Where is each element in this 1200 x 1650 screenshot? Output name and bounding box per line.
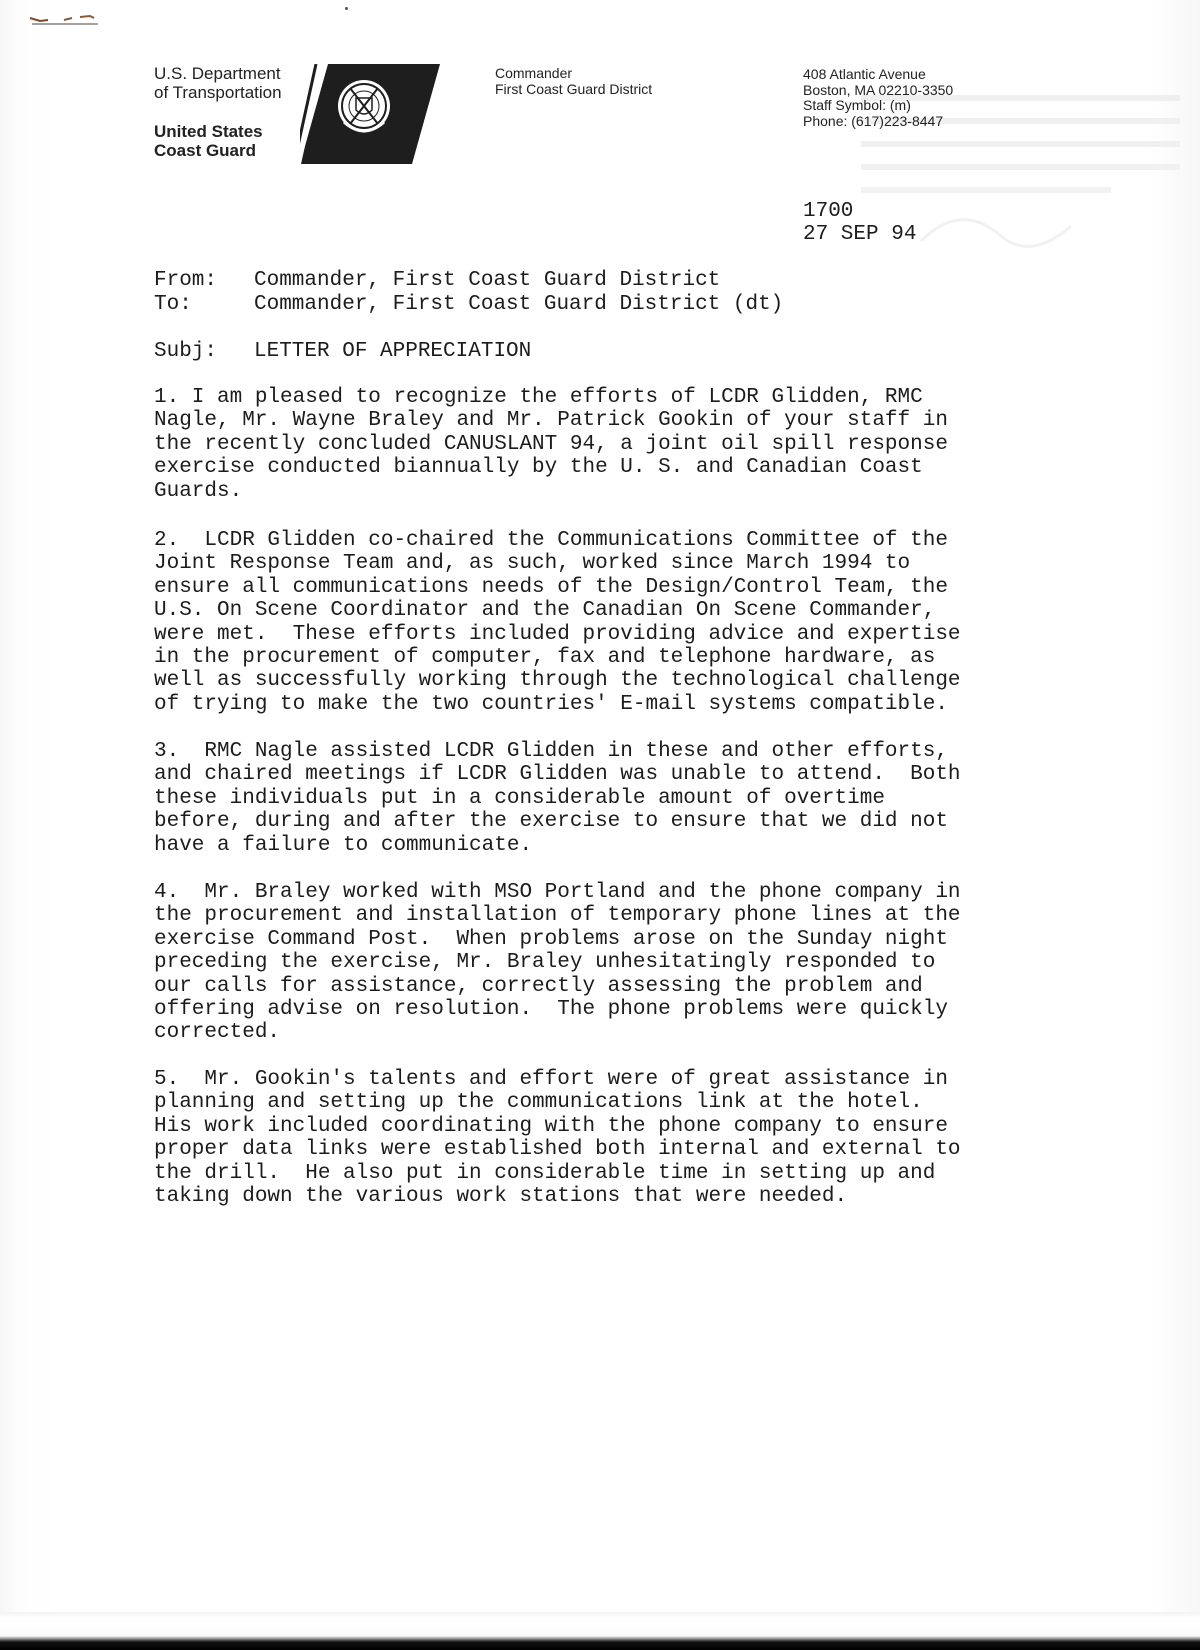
paragraph-line: were met. These efforts included providing advice and expertise [154, 622, 961, 646]
paragraph-line: 4. Mr. Braley worked with MSO Portland and the phone company in [154, 881, 961, 904]
paragraph-5 [154, 1068, 1064, 1208]
agency-line-1: United States [154, 122, 263, 141]
from-label: From: [154, 269, 218, 292]
to-row [154, 293, 783, 317]
paragraph-line: corrected. [154, 1021, 281, 1045]
memo-header [154, 269, 783, 317]
department-line-2: of Transportation [154, 83, 282, 102]
subject-label: Subj: [154, 340, 218, 363]
from-row [154, 269, 783, 293]
paragraph-line: of trying to make the two countries' E-mail systems compatible. [154, 692, 948, 716]
paragraph-line: the procurement and installation of temporary phone lines at the [154, 904, 961, 928]
ssic-code: 1700 [803, 200, 854, 223]
paragraph-2 [154, 529, 1064, 716]
scan-dot [345, 7, 348, 10]
paragraph-line: offering advise on resolution. The phone problems were quickly [154, 998, 948, 1022]
from-value: Commander, First Coast Guard District [254, 269, 721, 292]
subject-line [154, 340, 531, 363]
address-street: 408 Atlantic Avenue [803, 66, 926, 82]
paragraph-line: proper data links were established both internal and external to [154, 1138, 961, 1162]
subject-value: LETTER OF APPRECIATION [254, 340, 532, 363]
paragraph-line: Guards. [154, 479, 243, 503]
paragraph-1 [154, 386, 1064, 503]
address-phone: Phone: (617)223-8447 [803, 112, 944, 129]
issuing-office [495, 65, 652, 97]
paragraph-3 [154, 740, 1064, 857]
address-city: Boston, MA 02210-3350 [803, 81, 954, 98]
paragraph-line: planning and setting up the communications link at the hotel. [154, 1091, 923, 1115]
paragraph-line: before, during and after the exercise to ensure that we did not [154, 810, 948, 834]
paragraph-line: well as successfully working through the technological challenge [154, 669, 961, 693]
office-address [803, 67, 953, 129]
scan-mark [28, 12, 108, 26]
office-line-2: First Coast Guard District [495, 81, 653, 97]
paragraph-line: have a failure to communicate. [154, 833, 533, 857]
paragraph-line: in the procurement of computer, fax and telephone hardware, as [154, 646, 936, 670]
agency-name [154, 122, 263, 160]
agency-line-2: Coast Guard [154, 141, 257, 160]
paragraph-line: and chaired meetings if LCDR Glidden was unable to attend. Both [154, 763, 961, 787]
paragraph-line: Joint Response Team and, as such, worked since March 1994 to [154, 552, 911, 576]
department-line-1: U.S. Department [154, 64, 281, 83]
paragraph-line: ensure all communications needs of the Design/Control Team, the [154, 575, 948, 599]
paragraph-line: the recently concluded CANUSLANT 94, a joint oil spill response [154, 432, 948, 456]
office-line-1: Commander [495, 65, 573, 81]
paragraph-line: exercise Command Post. When problems arose on the Sunday night [154, 927, 948, 951]
paragraph-line: His work included coordinating with the phone company to ensure [154, 1114, 948, 1138]
paragraph-line: 1. I am pleased to recognize the efforts of LCDR Glidden, RMC [154, 386, 923, 409]
paragraph-line: preceding the exercise, Mr. Braley unhesitatingly responded to [154, 951, 936, 975]
scanner-edge [0, 1612, 1200, 1650]
coast-guard-emblem-icon [300, 64, 440, 164]
address-staff-symbol: Staff Symbol: (m) [803, 97, 911, 113]
department-name [154, 64, 282, 102]
paragraph-line: our calls for assistance, correctly assessing the problem and [154, 974, 923, 998]
letter-date: 27 SEP 94 [803, 223, 917, 246]
to-value: Commander, First Coast Guard District (dt) [254, 293, 784, 316]
paragraph-line: taking down the various work stations that were needed. [154, 1185, 848, 1209]
paragraph-line: 3. RMC Nagle assisted LCDR Glidden in these and other efforts, [154, 740, 948, 763]
paragraph-line: Nagle, Mr. Wayne Braley and Mr. Patrick Gookin of your staff in [154, 409, 948, 433]
to-label: To: [154, 293, 192, 316]
paragraph-line: U.S. On Scene Coordinator and the Canadian On Scene Commander, [154, 599, 936, 623]
paragraph-line: 5. Mr. Gookin's talents and effort were of great assistance in [154, 1068, 948, 1091]
paragraph-line: the drill. He also put in considerable time in setting up and [154, 1161, 936, 1185]
paragraph-line: these individuals put in a considerable amount of overtime [154, 786, 885, 810]
paragraph-4 [154, 881, 1064, 1045]
paragraph-line: exercise conducted biannually by the U. S. and Canadian Coast [154, 456, 923, 480]
paragraph-line: 2. LCDR Glidden co-chaired the Communications Committee of the [154, 529, 948, 552]
ssic-date-block [803, 200, 916, 246]
